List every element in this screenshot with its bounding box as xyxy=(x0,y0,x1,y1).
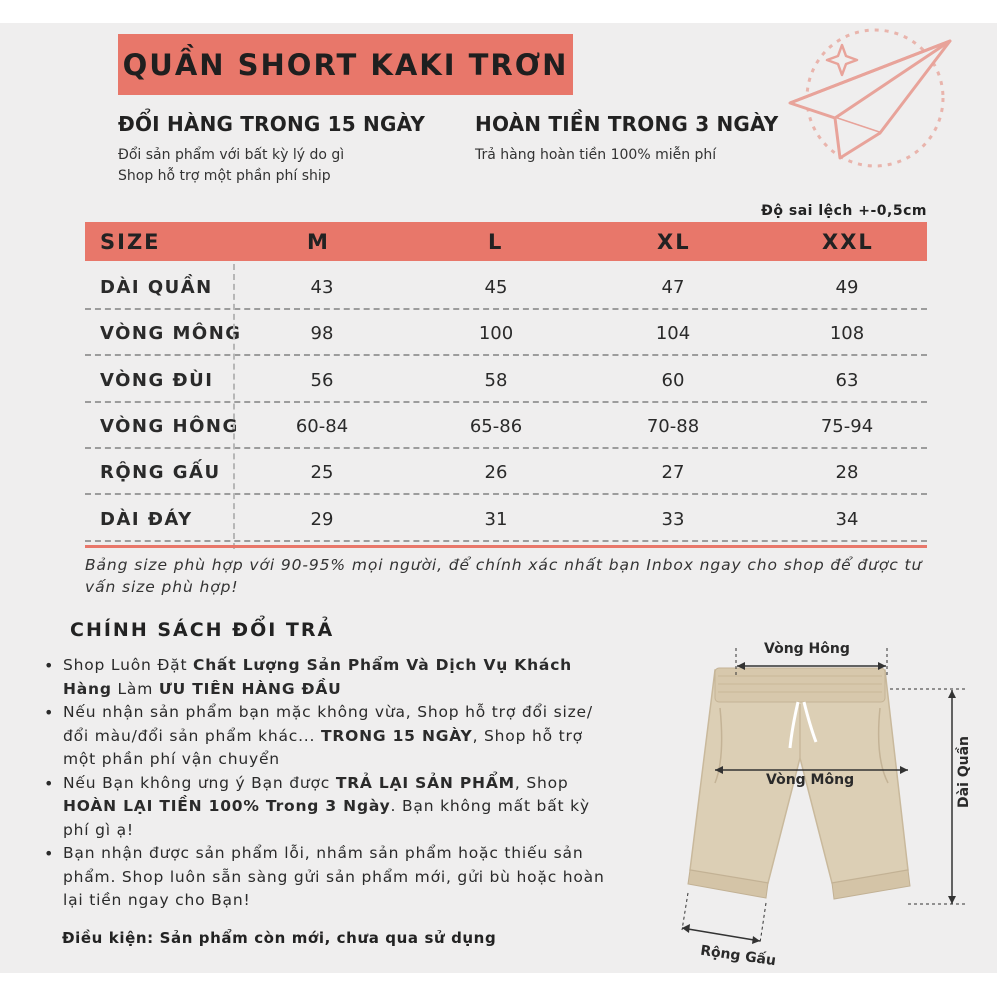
table-row xyxy=(85,496,927,542)
size-table-header xyxy=(85,222,927,261)
table-row xyxy=(85,310,927,356)
policy-text: Nếu Bạn không ưng ý Bạn được xyxy=(63,773,336,792)
table-cell: 45 xyxy=(484,277,508,298)
table-cell: 58 xyxy=(484,369,508,391)
policy-highlight: Chất Lượng Sản Phẩm Và Dịch Vụ Khách Hàng xyxy=(63,656,573,698)
table-row xyxy=(85,449,927,495)
exchange-promo-line: Shop hỗ trợ một phần phí ship xyxy=(118,168,331,184)
policy-item xyxy=(38,701,608,772)
table-cell: 63 xyxy=(835,369,859,391)
policy-condition: Điều kiện: Sản phẩm còn mới, chưa qua sử dụng xyxy=(62,929,497,947)
paper-plane-icon xyxy=(780,23,960,183)
size-header-label: SIZE xyxy=(100,230,161,254)
policy-highlight: TRẢ LẠI SẢN PHẨM xyxy=(335,773,515,792)
table-row xyxy=(85,357,927,403)
table-cell: 29 xyxy=(310,508,334,530)
size-header-l: L xyxy=(488,230,504,254)
length-label: Dài Quần xyxy=(956,735,972,808)
refund-promo-line: Trả hàng hoàn tiền 100% miễn phí xyxy=(475,147,717,163)
refund-promo-heading: HOÀN TIỀN TRONG 3 NGÀY xyxy=(475,112,779,136)
exchange-promo-heading: ĐỔI HÀNG TRONG 15 NGÀY xyxy=(118,112,426,136)
table-cell: 60-84 xyxy=(295,415,349,437)
title-banner xyxy=(118,34,573,95)
row-label: VÒNG MÔNG xyxy=(100,323,242,345)
table-bottom-border xyxy=(85,545,927,548)
tolerance-note: Độ sai lệch +-0,5cm xyxy=(761,203,927,219)
table-cell: 34 xyxy=(835,508,859,530)
hip-label: Vòng Mông xyxy=(766,772,855,788)
table-cell: 33 xyxy=(661,508,685,530)
table-cell: 49 xyxy=(835,277,859,298)
table-cell: 104 xyxy=(655,323,691,345)
table-cell: 100 xyxy=(478,323,514,345)
table-cell: 28 xyxy=(835,462,859,484)
policy-item xyxy=(38,772,608,843)
policy-text: , Shop xyxy=(514,773,569,792)
hem-label: Rộng Gấu xyxy=(699,942,777,970)
row-label: DÀI QUẦN xyxy=(100,277,213,298)
table-row xyxy=(85,403,927,449)
policy-text: , Shop hỗ trợ một phần phí vận chuyển xyxy=(63,726,583,768)
row-label: RỘNG GẤU xyxy=(100,462,221,484)
table-row xyxy=(85,264,927,310)
policy-item xyxy=(38,654,608,701)
size-header-xl: XL xyxy=(657,230,691,254)
exchange-promo-line: Đổi sản phẩm với bất kỳ lý do gì xyxy=(118,147,345,163)
table-cell: 75-94 xyxy=(820,415,874,437)
policy-title: CHÍNH SÁCH ĐỔI TRẢ xyxy=(70,619,335,641)
table-cell: 31 xyxy=(484,508,508,530)
row-label: VÒNG ĐÙI xyxy=(100,369,214,391)
policy-text: . Bạn không mất bất kỳ phí gì ạ! xyxy=(63,797,590,839)
page-title: QUẦN SHORT KAKI TRƠN xyxy=(122,48,569,82)
table-cell: 108 xyxy=(829,323,865,345)
table-cell: 43 xyxy=(310,277,334,298)
table-column-divider xyxy=(233,264,235,549)
policy-item xyxy=(38,842,608,913)
policy-text: Nếu nhận sản phẩm bạn mặc không vừa, Shop hỗ trợ đổi size/đổi màu/đổi sản phẩm khác... xyxy=(63,703,593,745)
policy-highlight: HOÀN LẠI TIỀN 100% Trong 3 Ngày xyxy=(63,797,391,815)
table-cell: 26 xyxy=(484,462,508,484)
table-cell: 25 xyxy=(310,462,334,484)
table-cell: 60 xyxy=(661,369,685,391)
size-header-xxl: XXL xyxy=(822,230,874,254)
policy-text: Làm xyxy=(111,679,159,698)
table-cell: 65-86 xyxy=(469,415,523,437)
policy-list xyxy=(38,654,608,913)
table-cell: 47 xyxy=(661,277,685,298)
refund-promo-text xyxy=(475,145,716,166)
policy-text: Bạn nhận được sản phẩm lỗi, nhầm sản phẩm hoặc thiếu sản phẩm. Shop luôn sẵn sàng gửi sản phẩm mới, gửi bù hoặc hoàn lại tiền ngay cho Bạn! xyxy=(63,844,605,909)
policy-highlight: ƯU TIÊN HÀNG ĐẦU xyxy=(158,679,342,698)
row-label: VÒNG HÔNG xyxy=(100,415,239,437)
size-chart-page xyxy=(0,23,997,973)
exchange-promo-text xyxy=(118,145,344,187)
row-label: DÀI ĐÁY xyxy=(100,508,193,530)
waist-label: Vòng Hông xyxy=(764,641,850,657)
size-fit-note: Bảng size phù hợp với 90-95% mọi người, để chính xác nhất bạn Inbox ngay cho shop để được tư vấn size phù hợp! xyxy=(85,556,923,596)
table-cell: 56 xyxy=(310,369,334,391)
table-cell: 98 xyxy=(310,323,334,345)
policy-highlight: TRONG 15 NGÀY xyxy=(321,726,473,745)
size-header-m: M xyxy=(307,230,330,254)
table-cell: 27 xyxy=(661,462,685,484)
shorts-measurement-diagram xyxy=(660,608,990,970)
policy-text: Shop Luôn Đặt xyxy=(63,656,194,674)
table-cell: 70-88 xyxy=(646,415,700,437)
